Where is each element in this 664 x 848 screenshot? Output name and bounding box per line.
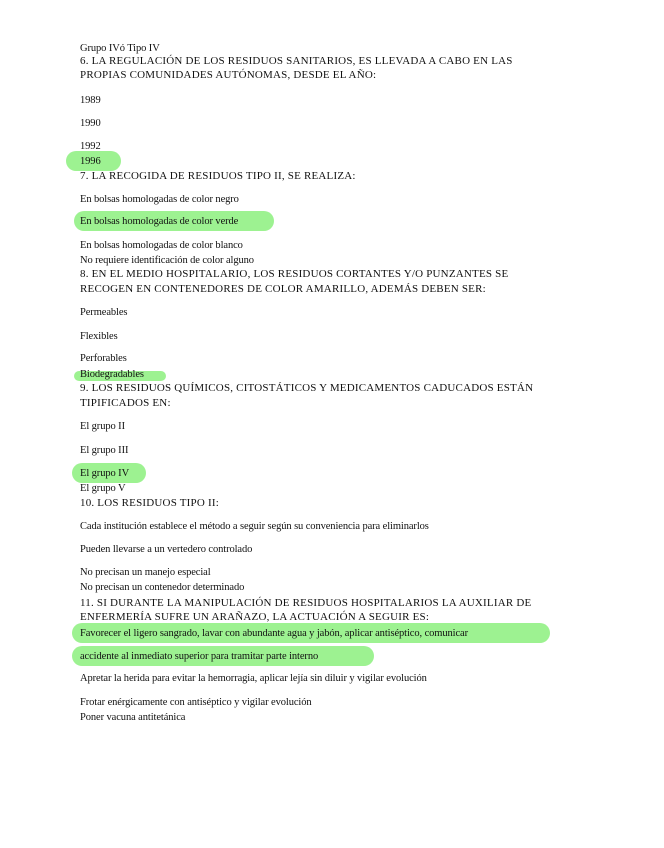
question-11-option-d: Poner vacuna antitetánica	[80, 712, 186, 723]
question-9-stem-line-2: TIPIFICADOS EN:	[80, 397, 171, 409]
question-11-stem-line-1: 11. SI DURANTE LA MANIPULACIÓN DE RESIDUOS HOSPITALARIOS LA AUXILIAR DE	[80, 597, 532, 609]
question-8-option-d: Biodegradables	[80, 369, 144, 380]
question-11-stem-line-2: ENFERMERÍA SUFRE UN ARAÑAZO, LA ACTUACIÓN A SEGUIR ES:	[80, 611, 430, 623]
question-11-option-b: Apretar la herida para evitar la hemorragia, aplicar lejía sin diluir y vigilar evolución	[80, 673, 427, 684]
question-8-option-a: Permeables	[80, 307, 128, 318]
question-10-option-d: No precisan un contenedor determinado	[80, 582, 245, 593]
question-9-option-c: El grupo IV	[80, 468, 130, 479]
question-7-option-c: En bolsas homologadas de color blanco	[80, 240, 243, 251]
question-6-stem-line-2: PROPIAS COMUNIDADES AUTÓNOMAS, DESDE EL AÑO:	[80, 69, 377, 81]
question-6-stem-line-1: 6. LA REGULACIÓN DE LOS RESIDUOS SANITARIOS, ES LLEVADA A CABO EN LAS	[80, 55, 513, 67]
question-10-option-c: No precisan un manejo especial	[80, 567, 211, 578]
question-8-option-b: Flexibles	[80, 331, 118, 342]
question-7-option-b: En bolsas homologadas de color verde	[80, 216, 239, 227]
question-6-option-c: 1992	[80, 141, 101, 152]
question-9-option-d: El grupo V	[80, 483, 126, 494]
question-11-option-c: Frotar enérgicamente con antiséptico y vigilar evolución	[80, 697, 312, 708]
question-9-option-a: El grupo II	[80, 421, 125, 432]
document-header: Grupo IVó Tipo IV	[80, 43, 160, 54]
question-8-option-c: Perforables	[80, 353, 127, 364]
question-7-option-a: En bolsas homologadas de color negro	[80, 194, 239, 205]
question-8-stem-line-1: 8. EN EL MEDIO HOSPITALARIO, LOS RESIDUOS CORTANTES Y/O PUNZANTES SE	[80, 268, 509, 280]
question-6-option-b: 1990	[80, 118, 101, 129]
question-10-option-b: Pueden llevarse a un vertedero controlado	[80, 544, 253, 555]
question-7-option-d: No requiere identificación de color alguno	[80, 255, 254, 266]
question-6-option-a: 1989	[80, 95, 101, 106]
question-9-stem-line-1: 9. LOS RESIDUOS QUÍMICOS, CITOSTÁTICOS Y MEDICAMENTOS CADUCADOS ESTÁN	[80, 382, 534, 394]
question-10-stem: 10. LOS RESIDUOS TIPO II:	[80, 497, 219, 509]
question-6-option-d: 1996	[80, 156, 101, 167]
question-8-stem-line-2: RECOGEN EN CONTENEDORES DE COLOR AMARILLO, ADEMÁS DEBEN SER:	[80, 283, 486, 295]
question-9-option-b: El grupo III	[80, 445, 129, 456]
question-10-option-a: Cada institución establece el método a seguir según su conveniencia para eliminarlos	[80, 521, 429, 532]
question-7-stem: 7. LA RECOGIDA DE RESIDUOS TIPO II, SE REALIZA:	[80, 170, 356, 182]
question-11-option-a-line-2: accidente al inmediato superior para tramitar parte interno	[80, 651, 319, 662]
question-11-option-a-line-1: Favorecer el ligero sangrado, lavar con abundante agua y jabón, aplicar antiséptico, comunicar	[80, 628, 468, 639]
